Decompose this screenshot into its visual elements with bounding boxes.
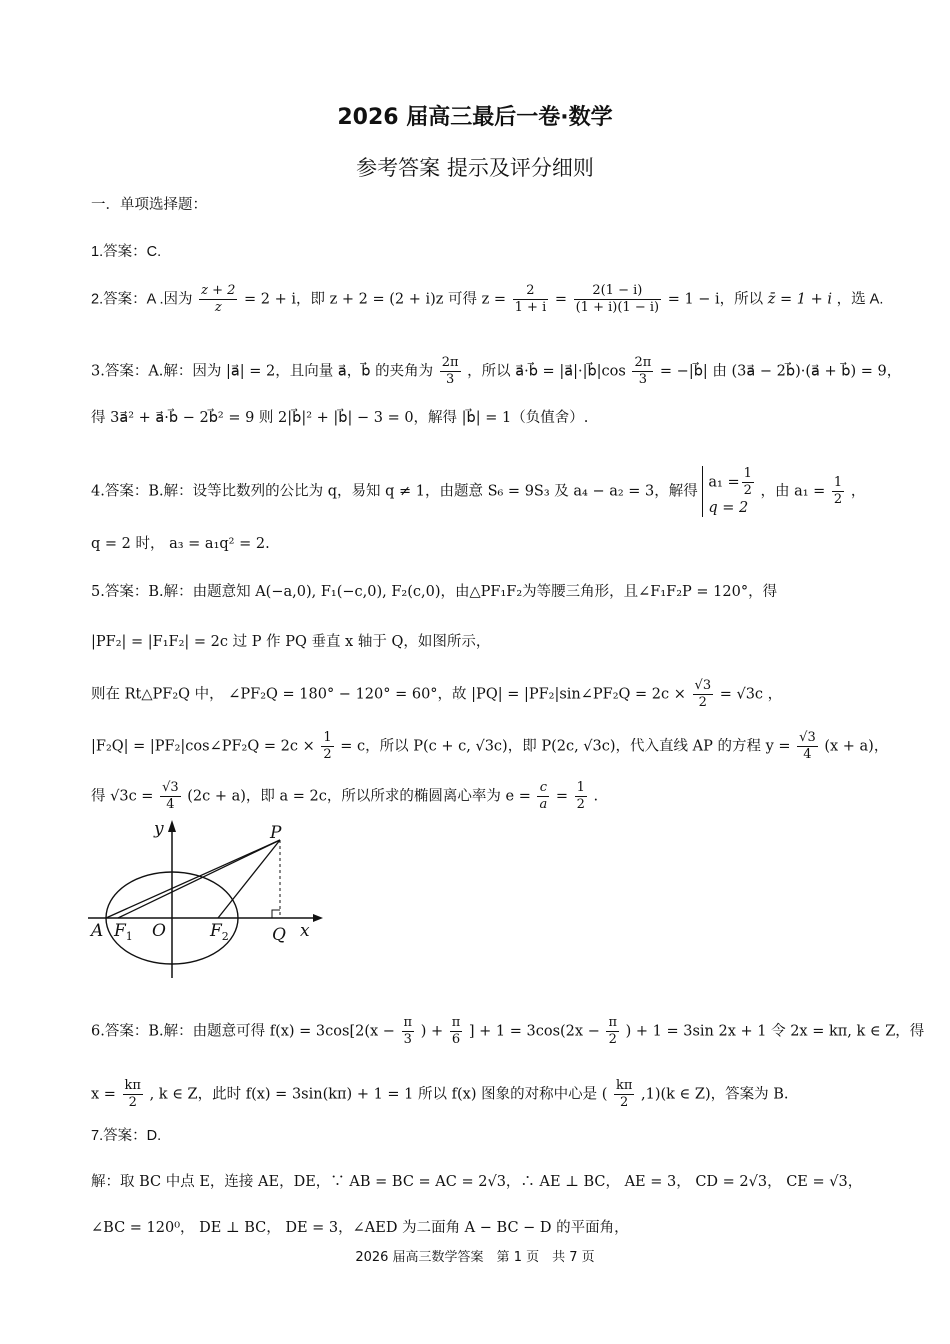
answer-4-text: ， [850, 483, 866, 500]
fraction: $\frac{2}{1 + i}$ [514, 283, 547, 315]
answer-5-text: (x + a)， [824, 738, 889, 755]
answer-5-line2: |PF₂| = |F₁F₂| = 2c 过 P 作 PQ 垂直 x 轴于 Q，如图所示， [91, 634, 491, 650]
fraction: $\frac{2(1 - i)}{(1 + i)(1 - i)}$ [575, 283, 660, 315]
answer-5-line3 [91, 678, 871, 711]
label-Q: Q [272, 925, 286, 945]
x-axis-arrow [313, 914, 323, 922]
label-y: y [154, 819, 164, 839]
label-O: O [152, 921, 166, 941]
answer-5-line4 [91, 730, 889, 763]
answer-2-end: ，选 A. [836, 291, 884, 308]
answer-3-lead: 3.答案：A.解：因为 |a⃗| = 2，且向量 a⃗，b⃗ 的夹角为 [91, 363, 434, 380]
answer-6-text: ) + [420, 1023, 444, 1040]
answer-5-text: |F₂Q| = |PF₂|cos∠PF₂Q = 2c × [91, 738, 315, 755]
conjugate-expression: z̄ = 1 + i [767, 291, 833, 308]
answer-5-text: . [593, 788, 599, 805]
line-F2P [218, 840, 280, 918]
answer-5-text: 得 √3c = [91, 788, 154, 805]
equals: = [554, 291, 567, 308]
answer-5-line5 [91, 780, 871, 813]
answer-5-text: 则在 Rt△PF₂Q 中， ∠PF₂Q = 180° − 120° = 60°，故 |PQ| = |PF₂|sin∠PF₂Q = 2c × [91, 686, 686, 703]
y-axis-arrow [168, 820, 176, 832]
answer-6-text: , k ∈ Z，此时 f(x) = 3sin(kπ) + 1 = 1 所以 f(x) 图象的对称中心是 ( [149, 1086, 608, 1103]
answer-5-text: = √3c ， [719, 686, 783, 703]
right-angle-mark [272, 910, 280, 918]
answer-5-text: = [555, 788, 568, 805]
fraction: $\frac{k\pi}{2}$ [615, 1078, 633, 1110]
fraction: $\frac{c}{a}$ [539, 780, 548, 812]
answer-4-text: ，由 a₁ = [760, 483, 826, 500]
fraction: $\frac{2\pi}{3}$ [634, 355, 652, 387]
fraction: $\frac{1}{2}$ [833, 475, 843, 507]
answer-6-text: ,1)(k ∈ Z)，答案为 B. [641, 1086, 789, 1103]
answer-4 [91, 466, 871, 517]
page-title: 2026 届高三最后一卷·数学 [337, 105, 613, 130]
answer-6-text: ) + 1 = 3sin 2x + 1 令 2x = kπ, k ∈ Z，得 [625, 1023, 925, 1040]
fraction: $\frac{z + 2}{z}$ [201, 283, 236, 315]
line-AP [106, 840, 280, 918]
fraction: $\frac{k\pi}{2}$ [124, 1078, 141, 1110]
answer-4-line2: q = 2 时， a₃ = a₁q² = 2. [91, 536, 270, 552]
answer-3-line2: 得 3a⃗² + a⃗·b⃗ − 2b⃗² = 9 则 2|b⃗|² + |b⃗| − 3 = 0，解得 |b⃗| = 1（负值舍）. [91, 410, 589, 426]
answer-1: 1.答案：C. [91, 244, 162, 260]
ellipse-figure [88, 818, 328, 978]
label-F1: $F_1$ [114, 921, 133, 943]
fraction: $\frac{√3}{2}$ [694, 678, 712, 710]
answer-2-text: = 1 − i，所以 [667, 291, 764, 308]
page-subtitle: 参考答案 提示及评分细则 [356, 156, 594, 180]
answer-6-line2 [91, 1078, 871, 1111]
section-heading: 一．单项选择题： [91, 197, 207, 213]
label-A: A [91, 921, 104, 941]
page-footer: 2026 届高三数学答案 第 1 页 共 7 页 [355, 1250, 595, 1265]
fraction: $\frac{2\pi}{3}$ [441, 355, 459, 387]
answer-6-text: 6.答案：B.解：由题意可得 f(x) = 3cos[2(x − [91, 1023, 395, 1040]
answer-4-lead: 4.答案：B.解：设等比数列的公比为 q，易知 q ≠ 1，由题意 S₆ = 9S₃ 及 a₄ − a₂ = 3，解得 [91, 483, 698, 500]
answer-2-lead: 2.答案：A .因为 [91, 291, 193, 308]
answer-7-line1: 7.答案：D. [91, 1128, 162, 1144]
fraction: $\frac{1}{2}$ [323, 730, 332, 762]
answer-5-line1: 5.答案：B.解：由题意知 A(−a,0), F₁(−c,0), F₂(c,0)，由△PF₁F₂为等腰三角形，且∠F₁F₂P = 120°，得 [91, 584, 778, 600]
answer-6-text: x = [91, 1086, 116, 1103]
fraction: $\frac{√3}{4}$ [162, 780, 179, 812]
label-P: P [270, 823, 282, 843]
label-F2: $F_2$ [210, 921, 229, 943]
fraction: $\frac{\pi}{6}$ [451, 1015, 461, 1047]
fraction: $\frac{\pi}{3}$ [403, 1015, 413, 1047]
answer-5-text: = c，所以 P(c + c, √3c)，即 P(2c, √3c)，代入直线 AP 的方程 y = [340, 738, 791, 755]
answer-6-text: ] + 1 = 3cos(2x − [468, 1023, 600, 1040]
line-F1P [118, 840, 280, 918]
answer-2-text: = 2 + i，即 z + 2 = (2 + i)z 可得 z = [244, 291, 507, 308]
fraction: $\frac{1}{2}$ [576, 780, 585, 812]
answer-7-line2: 解：取 BC 中点 E，连接 AE，DE，∵ AB = BC = AC = 2√3，∴ AE ⊥ BC， AE = 3， CD = 2√3， CE = √3， [91, 1174, 863, 1190]
fraction: $\frac{\pi}{2}$ [608, 1015, 617, 1047]
answer-3-text: ，所以 a⃗·b⃗ = |a⃗|·|b⃗|cos [467, 363, 626, 380]
answer-2 [91, 283, 884, 316]
equation-system: a₁ = $\frac{1}{2}$ q = 2 [702, 466, 756, 517]
fraction: $\frac{√3}{4}$ [799, 730, 816, 762]
answer-6-line1 [91, 1015, 925, 1048]
answer-7-line3: ∠BC = 120⁰， DE ⊥ BC， DE = 3，∠AED 为二面角 A − BC − D 的平面角， [91, 1220, 629, 1236]
answer-3-text: = −|b⃗| 由 (3a⃗ − 2b⃗)·(a⃗ + b⃗) = 9， [659, 363, 902, 380]
label-x: x [300, 921, 310, 941]
answer-5-text: (2c + a)，即 a = 2c，所以所求的椭圆离心率为 e = [187, 788, 531, 805]
answer-3 [91, 355, 902, 388]
